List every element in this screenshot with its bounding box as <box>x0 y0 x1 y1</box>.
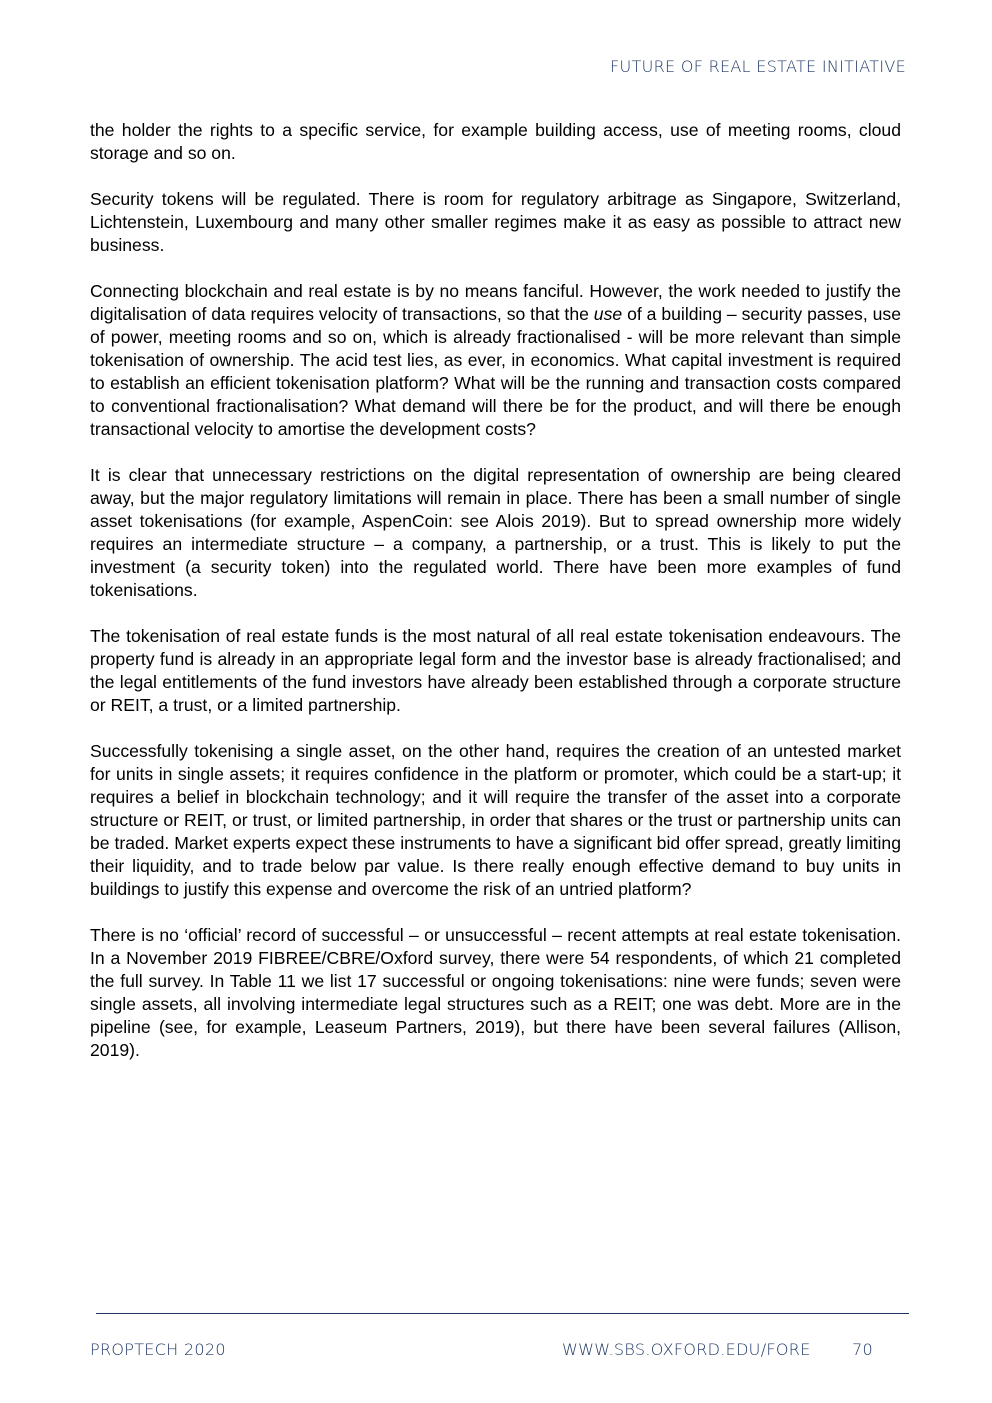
main-content <box>90 119 901 1085</box>
paragraph-5: The tokenisation of real estate funds is the most natural of all real estate tokenisation endeavours. The property fund is already in an appropriate legal form and the investor base is already fractionalised; and the legal entitlements of the fund investors have already been established through a corporate structure or REIT, a trust, or a limited partnership. <box>90 626 901 715</box>
footer-divider <box>96 1313 909 1314</box>
paragraph-3-part-1: Connecting blockchain and real estate is by no means fanciful. However, the work needed to justify the digitalisation of data requires velocity of transactions, so that the <box>90 281 901 324</box>
footer-publication: PROPTECH 2020 <box>90 1340 226 1359</box>
paragraph-6: Successfully tokenising a single asset, on the other hand, requires the creation of an untested market for units in single assets; it requires confidence in the platform or promoter, which could be a start-up; it requires a belief in blockchain technology; and it will require the transfer of the asset into a corporate structure or REIT, or trust, or limited partnership, in order that shares or the trust or partnership units can be traded. Market experts expect these instruments to have a significant bid offer spread, greatly limiting their liquidity, and to trade below par value. Is there really enough effective demand to buy units in buildings to justify this expense and overcome the risk of an untried platform? <box>90 741 901 899</box>
header-title: FUTURE OF REAL ESTATE INITIATIVE <box>610 57 906 76</box>
paragraph-7: There is no ‘official’ record of successful – or unsuccessful – recent attempts at real estate tokenisation. In a November 2019 FIBREE/CBRE/Oxford survey, there were 54 respondents, of which 21 completed the full survey. In Table 11 we list 17 successful or ongoing tokenisations: nine were funds; seven were single assets, all involving intermediate legal structures such as a REIT; one was debt. More are in the pipeline (see, for example, Leaseum Partners, 2019), but there have been several failures (Allison, 2019). <box>90 925 901 1060</box>
paragraph-1: the holder the rights to a specific service, for example building access, use of meeting rooms, cloud storage and so on. <box>90 120 901 163</box>
footer-url: WWW.SBS.OXFORD.EDU/FORE <box>562 1340 811 1359</box>
paragraph-3 <box>90 280 901 441</box>
page-number: 70 <box>852 1340 873 1359</box>
paragraph-2: Security tokens will be regulated. There is room for regulatory arbitrage as Singapore, Switzerland, Lichtenstein, Luxembourg and many other smaller regimes make it as easy as possible to attract new business. <box>90 189 901 255</box>
paragraph-4: It is clear that unnecessary restrictions on the digital representation of ownership are being cleared away, but the major regulatory limitations will remain in place. There has been a small number of single asset tokenisations (for example, AspenCoin: see Alois 2019). But to spread ownership more widely requires an intermediate structure – a company, a partnership, or a trust. This is likely to put the investment (a security token) into the regulated world. There have been more examples of fund tokenisations. <box>90 465 901 600</box>
paragraph-3-emphasis: use <box>593 304 623 324</box>
paragraph-3-part-2: of a building – security passes, use of power, meeting rooms and so on, which is already fractionalised - will be more relevant than simple tokenisation of ownership. The acid test lies, as ever, in economics. What capital investment is required to establish an efficient tokenisation platform? What will be the running and transaction costs compared to conventional fractionalisation? What demand will there be for the product, and will there be enough transactional velocity to amortise the development costs? <box>90 304 901 439</box>
